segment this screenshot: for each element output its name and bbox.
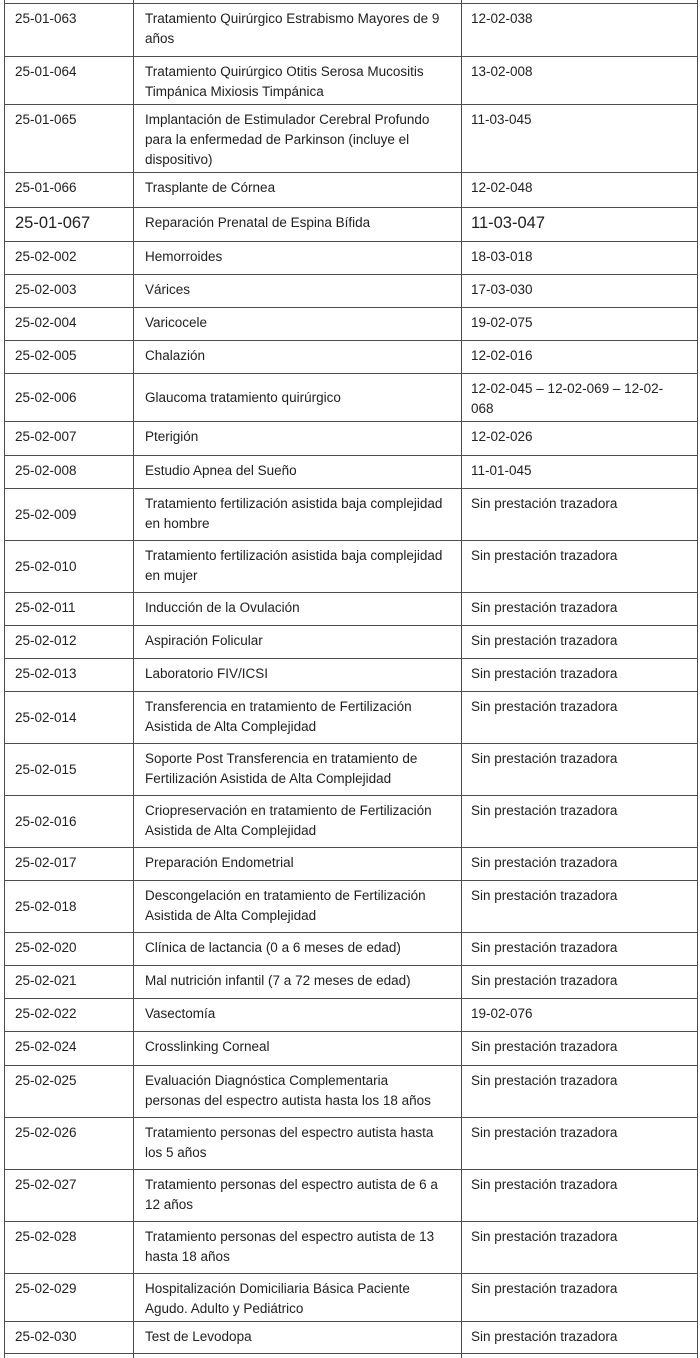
table-body (5, 0, 698, 1358)
table-row (5, 275, 698, 308)
code-cell: 25-02-014 (5, 692, 134, 744)
table-row (5, 374, 698, 422)
table-row (5, 4, 698, 57)
code-cell: 25-02-027 (5, 1170, 134, 1222)
description-cell: Tratamiento personas del espectro autista de 6 a 12 años (134, 1170, 462, 1222)
description-cell: Trasplante de Córnea (134, 173, 462, 208)
description-cell: Tratamiento personas del espectro autista hasta los 5 años (134, 1118, 462, 1170)
code-cell: 25-02-025 (5, 1066, 134, 1118)
code-cell: 25-02-009 (5, 489, 134, 541)
table-row (5, 692, 698, 744)
code-cell: 25-02-003 (5, 275, 134, 308)
tracer-cell: Sin prestación trazadora (462, 1066, 698, 1118)
description-cell: Soporte Post Transferencia en tratamiento de Fertilización Asistida de Alta Complejidad (134, 744, 462, 796)
description-cell: Aspiración Folicular (134, 626, 462, 659)
tracer-cell: Sin prestación trazadora (462, 966, 698, 999)
code-cell: 25-02-017 (5, 848, 134, 881)
code-cell: 25-01-063 (5, 4, 134, 57)
tracer-cell: 12-02-038 (462, 4, 698, 57)
description-cell: Evaluación Diagnóstica Complementaria personas del espectro autista hasta los 18 años (134, 1066, 462, 1118)
description-cell: Test de Levodopa (134, 1322, 462, 1354)
description-cell: Implantación de Estimulador Cerebral Profundo para la enfermedad de Parkinson (incluye el dispositivo) (134, 105, 462, 173)
code-cell: 25-02-018 (5, 881, 134, 933)
tracer-cell: Sin prestación trazadora (462, 744, 698, 796)
code-cell: 25-02-029 (5, 1274, 134, 1322)
table-row (5, 881, 698, 933)
description-cell: Inducción de la Ovulación (134, 593, 462, 626)
code-cell: 25-02-030 (5, 1322, 134, 1354)
table-row (5, 1170, 698, 1222)
table-row (5, 593, 698, 626)
partial-row-bottom (5, 1354, 698, 1358)
code-cell: 25-02-007 (5, 422, 134, 456)
tracer-cell: 12-02-048 (462, 173, 698, 208)
code-cell: 25-02-026 (5, 1118, 134, 1170)
table-row (5, 173, 698, 208)
tracer-cell: Sin prestación trazadora (462, 1322, 698, 1354)
description-cell: Criopreservación en tratamiento de Fertilización Asistida de Alta Complejidad (134, 796, 462, 848)
table-row (5, 422, 698, 456)
description-cell: Tratamiento Quirúrgico Otitis Serosa Mucositis Timpánica Mixiosis Timpánica (134, 57, 462, 105)
tracer-cell: Sin prestación trazadora (462, 659, 698, 692)
code-cell: 25-02-011 (5, 593, 134, 626)
code-cell: 25-02-012 (5, 626, 134, 659)
code-cell: 25-02-004 (5, 308, 134, 341)
description-cell: Estudio Apnea del Sueño (134, 456, 462, 489)
description-cell: Tratamiento Quirúrgico Estrabismo Mayores de 9 años (134, 4, 462, 57)
tracer-cell: Sin prestación trazadora (462, 1222, 698, 1274)
code-cell: 25-02-022 (5, 999, 134, 1032)
table-row (5, 796, 698, 848)
tracer-cell: Sin prestación trazadora (462, 796, 698, 848)
tracer-cell: 11-03-045 (462, 105, 698, 173)
tracer-cell: Sin prestación trazadora (462, 933, 698, 966)
code-cell: 25-01-067 (5, 208, 134, 242)
description-cell: Tratamiento fertilización asistida baja complejidad en mujer (134, 541, 462, 593)
tracer-cell: 12-02-026 (462, 422, 698, 456)
description-cell: Glaucoma tratamiento quirúrgico (134, 374, 462, 422)
table-row (5, 966, 698, 999)
partial-cell (134, 1354, 462, 1358)
tracer-cell: Sin prestación trazadora (462, 489, 698, 541)
table-row (5, 57, 698, 105)
tracer-cell: 11-03-047 (462, 208, 698, 242)
table-row (5, 933, 698, 966)
description-cell: Preparación Endometrial (134, 848, 462, 881)
table-row (5, 744, 698, 796)
partial-cell (462, 1354, 698, 1358)
table-row (5, 456, 698, 489)
description-cell: Mal nutrición infantil (7 a 72 meses de edad) (134, 966, 462, 999)
description-cell: Varicocele (134, 308, 462, 341)
tracer-cell: Sin prestación trazadora (462, 848, 698, 881)
tracer-cell: 19-02-075 (462, 308, 698, 341)
table-row (5, 208, 698, 242)
tracer-cell: 12-02-016 (462, 341, 698, 374)
table-row (5, 1222, 698, 1274)
table-row (5, 626, 698, 659)
description-cell: Descongelación en tratamiento de Fertilización Asistida de Alta Complejidad (134, 881, 462, 933)
table-row (5, 489, 698, 541)
prestaciones-table (4, 0, 698, 1358)
description-cell: Tratamiento fertilización asistida baja complejidad en hombre (134, 489, 462, 541)
table-row (5, 1322, 698, 1354)
table-row (5, 541, 698, 593)
table-row (5, 1032, 698, 1066)
tracer-cell: Sin prestación trazadora (462, 626, 698, 659)
tracer-cell: 13-02-008 (462, 57, 698, 105)
table-row (5, 1274, 698, 1322)
description-cell: Hemorroides (134, 242, 462, 275)
code-cell: 25-02-028 (5, 1222, 134, 1274)
tracer-cell: Sin prestación trazadora (462, 541, 698, 593)
tracer-cell: Sin prestación trazadora (462, 881, 698, 933)
tracer-cell: Sin prestación trazadora (462, 1274, 698, 1322)
table-row (5, 308, 698, 341)
description-cell: Reparación Prenatal de Espina Bífida (134, 208, 462, 242)
table-row (5, 999, 698, 1032)
code-cell: 25-02-013 (5, 659, 134, 692)
code-cell: 25-02-016 (5, 796, 134, 848)
tracer-cell: Sin prestación trazadora (462, 1118, 698, 1170)
code-cell: 25-02-015 (5, 744, 134, 796)
tracer-cell: 19-02-076 (462, 999, 698, 1032)
code-cell: 25-02-006 (5, 374, 134, 422)
table-row (5, 105, 698, 173)
description-cell: Hospitalización Domiciliaria Básica Paciente Agudo. Adulto y Pediátrico (134, 1274, 462, 1322)
tracer-cell: Sin prestación trazadora (462, 692, 698, 744)
table-row (5, 1066, 698, 1118)
table-row (5, 341, 698, 374)
description-cell: Clínica de lactancia (0 a 6 meses de edad) (134, 933, 462, 966)
description-cell: Tratamiento personas del espectro autista de 13 hasta 18 años (134, 1222, 462, 1274)
code-cell: 25-02-010 (5, 541, 134, 593)
tracer-cell: Sin prestación trazadora (462, 593, 698, 626)
table-row (5, 659, 698, 692)
code-cell: 25-02-008 (5, 456, 134, 489)
code-cell: 25-01-064 (5, 57, 134, 105)
tracer-cell: Sin prestación trazadora (462, 1032, 698, 1066)
description-cell: Chalazión (134, 341, 462, 374)
description-cell: Várices (134, 275, 462, 308)
table-row (5, 242, 698, 275)
tracer-cell: 18-03-018 (462, 242, 698, 275)
description-cell: Transferencia en tratamiento de Fertilización Asistida de Alta Complejidad (134, 692, 462, 744)
description-cell: Pterigión (134, 422, 462, 456)
description-cell: Vasectomía (134, 999, 462, 1032)
tracer-cell: 12-02-045 – 12-02-069 – 12-02-068 (462, 374, 698, 422)
code-cell: 25-02-002 (5, 242, 134, 275)
code-cell: 25-01-065 (5, 105, 134, 173)
code-cell: 25-02-020 (5, 933, 134, 966)
description-cell: Laboratorio FIV/ICSI (134, 659, 462, 692)
code-cell: 25-02-005 (5, 341, 134, 374)
tracer-cell: Sin prestación trazadora (462, 1170, 698, 1222)
tracer-cell: 11-01-045 (462, 456, 698, 489)
table-row (5, 848, 698, 881)
tracer-cell: 17-03-030 (462, 275, 698, 308)
code-cell: 25-01-066 (5, 173, 134, 208)
code-cell: 25-02-021 (5, 966, 134, 999)
table-row (5, 1118, 698, 1170)
description-cell: Crosslinking Corneal (134, 1032, 462, 1066)
partial-cell (5, 1354, 134, 1358)
code-cell: 25-02-024 (5, 1032, 134, 1066)
